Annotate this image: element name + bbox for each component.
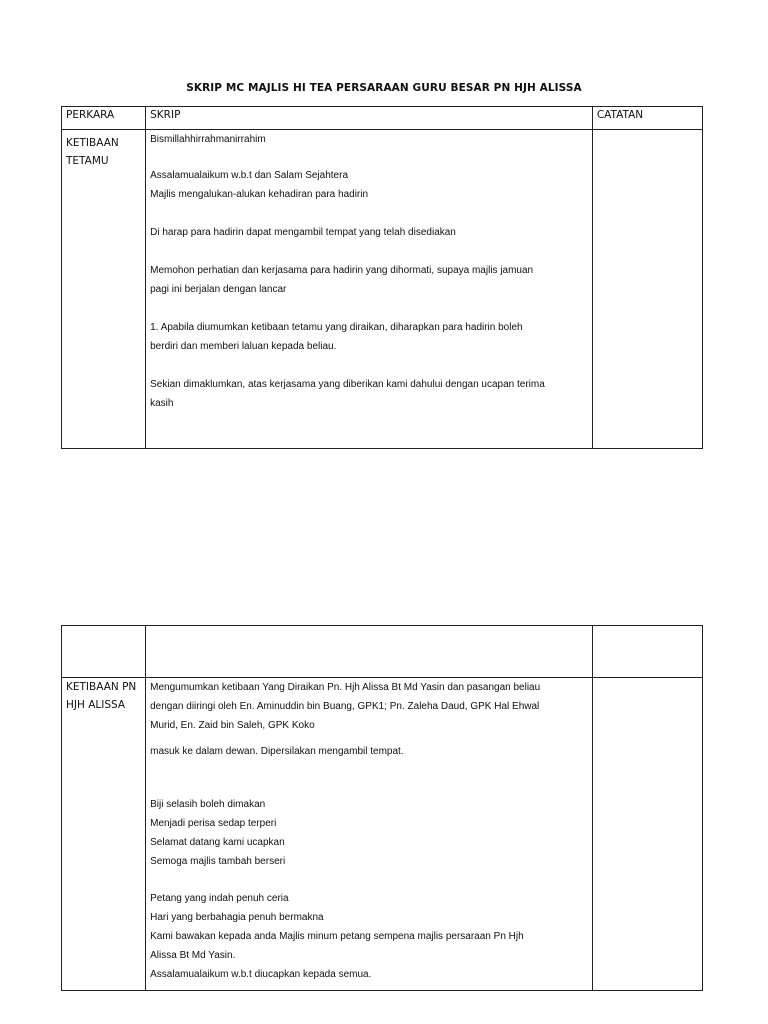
empty-cell — [146, 626, 593, 678]
perkara-label-line1: KETIBAAN PN — [66, 681, 137, 693]
script-line: Semoga majlis tambah berseri — [150, 856, 286, 867]
document-title: SKRIP MC MAJLIS HI TEA PERSARAAN GURU BESAR PN HJH ALISSA — [186, 82, 582, 94]
script-line: Alissa Bt Md Yasin. — [150, 950, 236, 961]
table-row-ketibaan-pn-hjh-alissa — [62, 678, 703, 991]
script-line: Mengumumkan ketibaan Yang Diraikan Pn. Hjh Alissa Bt Md Yasin dan pasangan beliau — [150, 682, 541, 693]
script-line: Assalamualaikum w.b.t diucapkan kepada semua. — [150, 969, 372, 980]
script-line: Biji selasih boleh dimakan — [150, 799, 266, 810]
script-line: Memohon perhatian dan kerjasama para hadirin yang dihormati, supaya majlis jamuan — [150, 265, 534, 276]
script-line: Assalamualaikum w.b.t dan Salam Sejahtera — [150, 170, 349, 181]
skrip-cell — [146, 678, 593, 991]
table-header-row — [62, 107, 703, 130]
catatan-cell — [592, 678, 702, 991]
script-line: Di harap para hadirin dapat mengambil tempat yang telah disediakan — [150, 227, 456, 238]
empty-cell — [592, 626, 702, 678]
script-line: Murid, En. Zaid bin Saleh, GPK Koko — [150, 720, 315, 731]
script-table-1 — [61, 106, 703, 449]
script-line: masuk ke dalam dewan. Dipersilakan mengambil tempat. — [150, 746, 404, 757]
skrip-cell — [146, 130, 593, 449]
script-line: pagi ini berjalan dengan lancar — [150, 284, 287, 295]
script-line: kasih — [150, 398, 174, 409]
script-line: Menjadi perisa sedap terperi — [150, 818, 277, 829]
script-line: berdiri dan memberi laluan kepada beliau. — [150, 341, 337, 352]
perkara-label-line2: TETAMU — [66, 155, 109, 167]
header-skrip: SKRIP — [146, 107, 593, 130]
perkara-cell — [62, 678, 146, 991]
catatan-cell — [592, 130, 702, 449]
header-perkara: PERKARA — [62, 107, 146, 130]
perkara-cell — [62, 130, 146, 449]
script-line: Hari yang berbahagia penuh bermakna — [150, 912, 324, 923]
header-catatan: CATATAN — [592, 107, 702, 130]
perkara-label-line2: HJH ALISSA — [66, 699, 126, 711]
script-line: Kami bawakan kepada anda Majlis minum petang sempena majlis persaraan Pn Hjh — [150, 931, 524, 942]
empty-cell — [62, 626, 146, 678]
script-line: Majlis mengalukan-alukan kehadiran para hadirin — [150, 189, 369, 200]
script-line: dengan diiringi oleh En. Aminuddin bin Buang, GPK1; Pn. Zaleha Daud, GPK Hal Ehwal — [150, 701, 540, 712]
script-line: 1. Apabila diumumkan ketibaan tetamu yang diraikan, diharapkan para hadirin boleh — [150, 322, 523, 333]
script-line: Petang yang indah penuh ceria — [150, 893, 289, 904]
perkara-label-line1: KETIBAAN — [66, 137, 119, 149]
table-empty-row — [62, 626, 703, 678]
script-line: Sekian dimaklumkan, atas kerjasama yang diberikan kami dahului dengan ucapan terima — [150, 379, 545, 390]
script-line: Selamat datang kami ucapkan — [150, 837, 285, 848]
script-table-2 — [61, 625, 703, 991]
table-row-ketibaan-tetamu — [62, 130, 703, 449]
script-line: Bismillahhirrahmanirrahim — [150, 134, 266, 145]
